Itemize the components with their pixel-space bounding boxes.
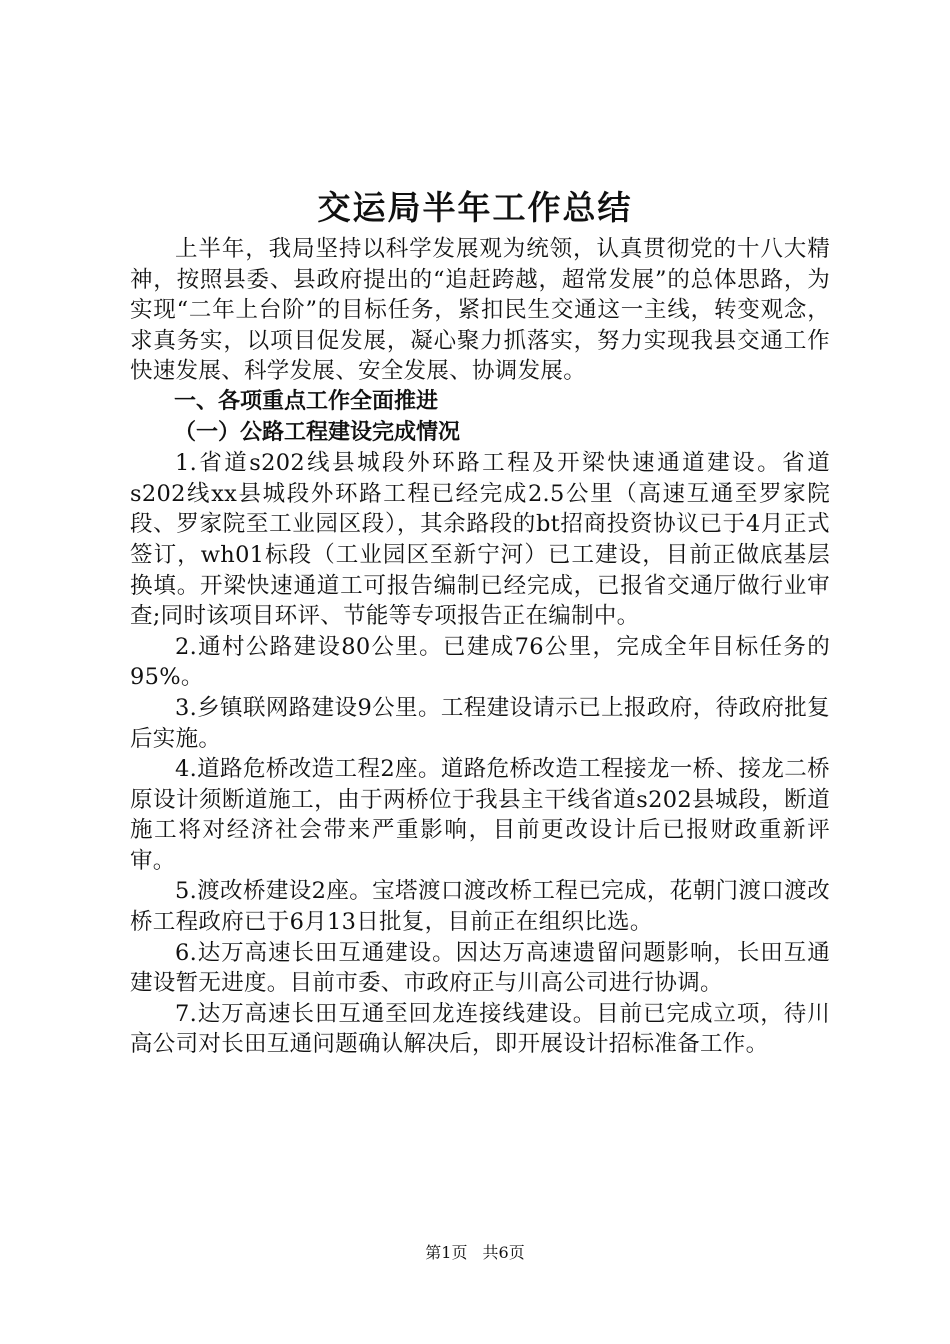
subsection-heading: （一）公路工程建设完成情况	[174, 419, 461, 445]
list-item: 3.乡镇联网路建设9公里。工程建设请示已上报政府，待政府批复后实施。	[130, 694, 830, 752]
page-number: 第1页	[425, 1243, 468, 1262]
page-total: 共6页	[482, 1243, 525, 1262]
list-item: 5.渡改桥建设2座。宝塔渡口渡改桥工程已完成，花朝门渡口渡改桥工程政府已于6月13日批复，目前正在组织比选。	[130, 878, 830, 936]
page-footer	[0, 1242, 950, 1264]
list-item: 7.达万高速长田互通至回龙连接线建设。目前已完成立项，待川高公司对长田互通问题确认解决后，即开展设计招标准备工作。	[130, 1000, 830, 1058]
intro-paragraph: 上半年，我局坚持以科学发展观为统领，认真贯彻党的十八大精神，按照县委、县政府提出的“追赶跨越，超常发展”的总体思路，为实现“二年上台阶”的目标任务，紧扣民生交通这一主线，转变观念，求真务实，以项目促发展，凝心聚力抓落实，努力实现我县交通工作快速发展、科学发展、安全发展、协调发展。	[130, 236, 830, 385]
section-heading: 一、各项重点工作全面推进	[174, 388, 439, 414]
list-item: 6.达万高速长田互通建设。因达万高速遗留问题影响，长田互通建设暂无进度。目前市委、市政府正与川高公司进行协调。	[130, 939, 830, 997]
document-body	[130, 234, 830, 1060]
list-item: 4.道路危桥改造工程2座。道路危桥改造工程接龙一桥、接龙二桥原设计须断道施工，由于两桥位于我县主干线省道s202县城段，断道施工将对经济社会带来严重影响，目前更改设计后已报财政重新评审。	[130, 756, 830, 874]
document-title: 交运局半年工作总结	[317, 188, 633, 227]
list-item: 1.省道s202线县城段外环路工程及开梁快速通道建设。省道s202线xx县城段外环路工程已经完成2.5公里（高速互通至罗家院段、罗家院至工业园区段），其余路段的bt招商投资协议已于4月正式签订，wh01标段（工业园区至新宁河）已工建设，目前正做底基层换填。开梁快速通道工可报告编制已经完成，已报省交通厅做行业审查;同时该项目环评、节能等专项报告正在编制中。	[130, 450, 830, 630]
list-item: 2.通村公路建设80公里。已建成76公里，完成全年目标任务的95%。	[130, 633, 830, 691]
